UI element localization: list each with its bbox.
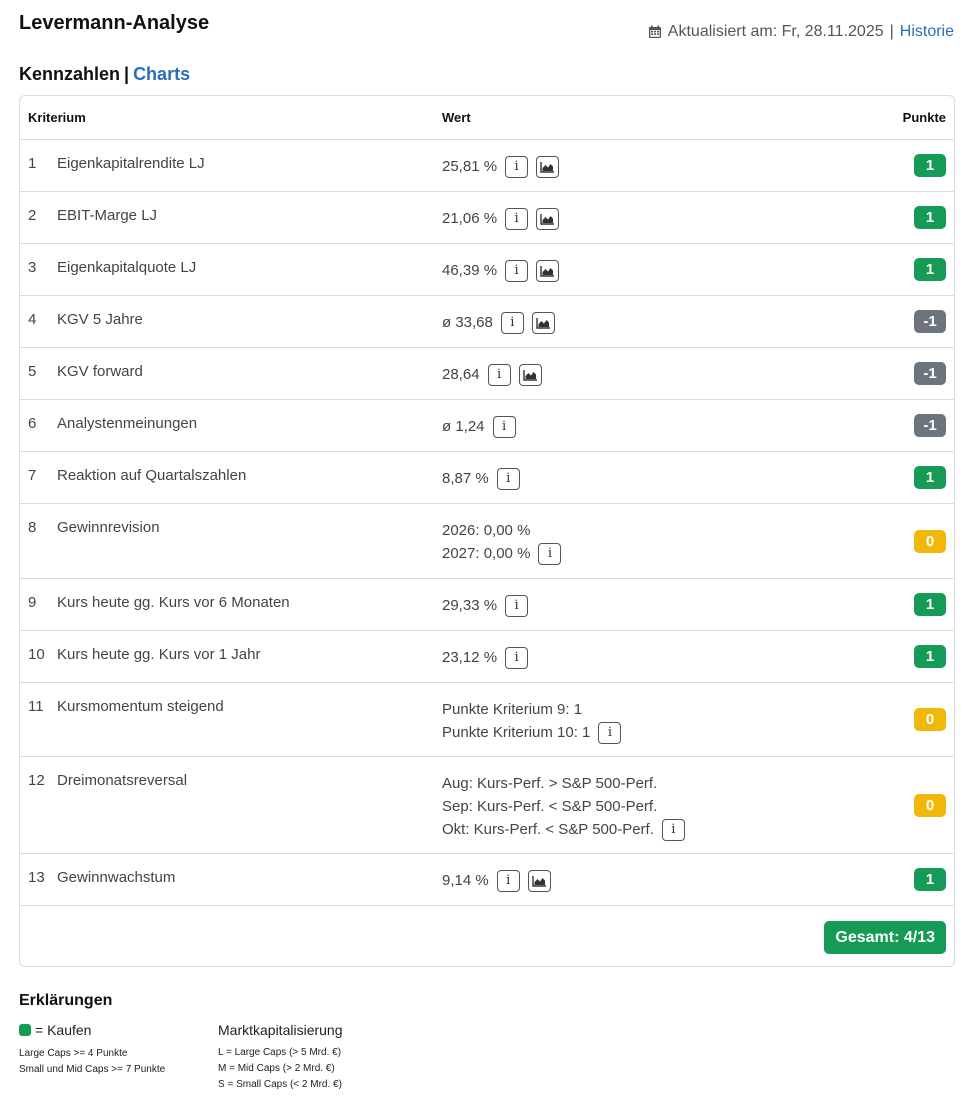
criterion-value (442, 207, 559, 230)
criterion-name: Dreimonatsreversal (57, 772, 188, 789)
criterion-value (442, 869, 551, 892)
criterion-name: Eigenkapitalrendite LJ (57, 155, 205, 172)
table-row (20, 348, 954, 400)
value-text: Punkte Kriterium 10: 1 (442, 724, 591, 741)
criterion-name: Kurs heute gg. Kurs vor 6 Monaten (57, 594, 290, 611)
points-badge: 1 (914, 645, 946, 668)
table-row (20, 452, 954, 504)
criterion-name: Eigenkapitalquote LJ (57, 259, 197, 276)
chart-icon[interactable] (536, 156, 559, 178)
chart-icon[interactable] (528, 870, 551, 892)
criterion-number: 6 (28, 415, 37, 432)
value-text: 29,33 % (442, 597, 498, 614)
value-text: 21,06 % (442, 210, 498, 227)
value-text: 9,14 % (442, 872, 489, 889)
table-row (20, 631, 954, 683)
info-icon[interactable]: i (505, 595, 528, 617)
explanations-title: Erklärungen (19, 992, 113, 1009)
criterion-value (442, 519, 561, 565)
tab-kennzahlen[interactable]: Kennzahlen (19, 64, 121, 84)
criterion-name: Analystenmeinungen (57, 415, 198, 432)
table-row (20, 854, 954, 906)
levermann-table (19, 95, 955, 967)
criterion-number: 12 (28, 772, 45, 789)
table-row (20, 757, 954, 854)
chart-icon[interactable] (519, 364, 542, 386)
info-icon[interactable]: i (505, 208, 528, 230)
criterion-value (442, 155, 559, 178)
criterion-name: Gewinnrevision (57, 519, 160, 536)
value-text: Aug: Kurs-Perf. > S&P 500-Perf. (442, 775, 658, 792)
criterion-number: 10 (28, 646, 45, 663)
info-icon[interactable]: i (505, 156, 528, 178)
table-header (20, 96, 954, 140)
legend-buy-label: = Kaufen (35, 1022, 92, 1038)
criterion-name: Reaktion auf Quartalszahlen (57, 467, 247, 484)
criterion-value (442, 415, 516, 438)
criterion-value (442, 311, 555, 334)
info-icon[interactable]: i (497, 468, 520, 490)
calendar-icon (648, 25, 662, 39)
points-badge: 0 (914, 530, 946, 553)
criterion-value (442, 594, 528, 617)
points-badge: -1 (914, 362, 946, 385)
table-row (20, 140, 954, 192)
criterion-number: 2 (28, 207, 37, 224)
points-badge: 1 (914, 154, 946, 177)
value-text: Punkte Kriterium 9: 1 (442, 701, 583, 718)
criterion-number: 3 (28, 259, 37, 276)
criterion-value (442, 646, 528, 669)
info-icon[interactable]: i (538, 543, 561, 565)
info-icon[interactable]: i (497, 870, 520, 892)
market-cap-mid: M = Mid Caps (> 2 Mrd. €) (218, 1063, 335, 1074)
value-text: ø 1,24 (442, 418, 485, 435)
chart-icon[interactable] (536, 208, 559, 230)
points-badge: 0 (914, 794, 946, 817)
info-icon[interactable]: i (505, 260, 528, 282)
value-text: 46,39 % (442, 262, 498, 279)
points-badge: -1 (914, 414, 946, 437)
info-icon[interactable]: i (501, 312, 524, 334)
market-cap-large: L = Large Caps (> 5 Mrd. €) (218, 1047, 342, 1058)
table-row (20, 192, 954, 244)
criterion-name: Kurs heute gg. Kurs vor 1 Jahr (57, 646, 261, 663)
table-row (20, 504, 954, 579)
value-text: 2026: 0,00 % (442, 522, 531, 539)
value-text: 8,87 % (442, 470, 489, 487)
criterion-value (442, 698, 621, 744)
updated-info (648, 23, 954, 41)
criterion-name: Kursmomentum steigend (57, 698, 224, 715)
legend-buy (19, 1022, 91, 1038)
criterion-number: 11 (28, 698, 44, 715)
value-text: 28,64 (442, 366, 480, 383)
value-text: 25,81 % (442, 158, 498, 175)
table-row (20, 400, 954, 452)
column-header-wert: Wert (442, 110, 471, 125)
criterion-number: 1 (28, 155, 37, 172)
market-cap-title: Marktkapitalisierung (218, 1022, 343, 1038)
points-badge: 1 (914, 466, 946, 489)
info-icon[interactable]: i (662, 819, 685, 841)
chart-icon[interactable] (536, 260, 559, 282)
points-badge: 0 (914, 708, 946, 731)
points-badge: 1 (914, 258, 946, 281)
market-cap-small: S = Small Caps (< 2 Mrd. €) (218, 1079, 342, 1090)
updated-separator: | (889, 23, 894, 40)
buy-rule-small-mid: Small und Mid Caps >= 7 Punkte (19, 1064, 166, 1075)
criterion-number: 13 (28, 869, 45, 886)
criterion-value (442, 363, 542, 386)
column-header-punkte: Punkte (902, 110, 946, 125)
table-row (20, 579, 954, 631)
tab-separator: | (124, 64, 130, 84)
table-row (20, 244, 954, 296)
info-icon[interactable]: i (493, 416, 516, 438)
column-header-kriterium: Kriterium (28, 110, 86, 125)
info-icon[interactable]: i (505, 647, 528, 669)
criterion-number: 7 (28, 467, 37, 484)
criterion-number: 5 (28, 363, 37, 380)
criterion-name: KGV forward (57, 363, 143, 380)
criterion-number: 8 (28, 519, 37, 536)
buy-rule-large: Large Caps >= 4 Punkte (19, 1048, 128, 1059)
criterion-number: 9 (28, 594, 37, 611)
table-row (20, 296, 954, 348)
value-text: 2027: 0,00 % (442, 545, 531, 562)
criterion-name: EBIT-Marge LJ (57, 207, 158, 224)
points-badge: -1 (914, 310, 946, 333)
info-icon[interactable]: i (488, 364, 511, 386)
updated-date: Aktualisiert am: Fr, 28.11.2025 (667, 23, 884, 40)
criterion-name: KGV 5 Jahre (57, 311, 143, 328)
table-row (20, 683, 954, 757)
market-cap-list (218, 1045, 342, 1093)
value-text: ø 33,68 (442, 314, 493, 331)
chart-icon[interactable] (532, 312, 555, 334)
value-text: Sep: Kurs-Perf. < S&P 500-Perf. (442, 798, 658, 815)
buy-color-swatch (19, 1024, 31, 1036)
points-badge: 1 (914, 206, 946, 229)
page-title: Levermann-Analyse (19, 12, 210, 34)
points-badge: 1 (914, 868, 946, 891)
criterion-name: Gewinnwachstum (57, 869, 176, 886)
value-text: Okt: Kurs-Perf. < S&P 500-Perf. (442, 821, 654, 838)
buy-rules (19, 1046, 165, 1078)
info-icon[interactable]: i (598, 722, 621, 744)
criterion-value (442, 467, 520, 490)
points-badge: 1 (914, 593, 946, 616)
total-score-badge: Gesamt: 4/13 (824, 921, 946, 954)
criterion-value (442, 772, 685, 841)
criterion-value (442, 259, 559, 282)
tabs (19, 64, 190, 85)
criterion-number: 4 (28, 311, 37, 328)
value-text: 23,12 % (442, 649, 498, 666)
history-link[interactable]: Historie (899, 23, 954, 40)
tab-charts[interactable]: Charts (133, 64, 191, 84)
